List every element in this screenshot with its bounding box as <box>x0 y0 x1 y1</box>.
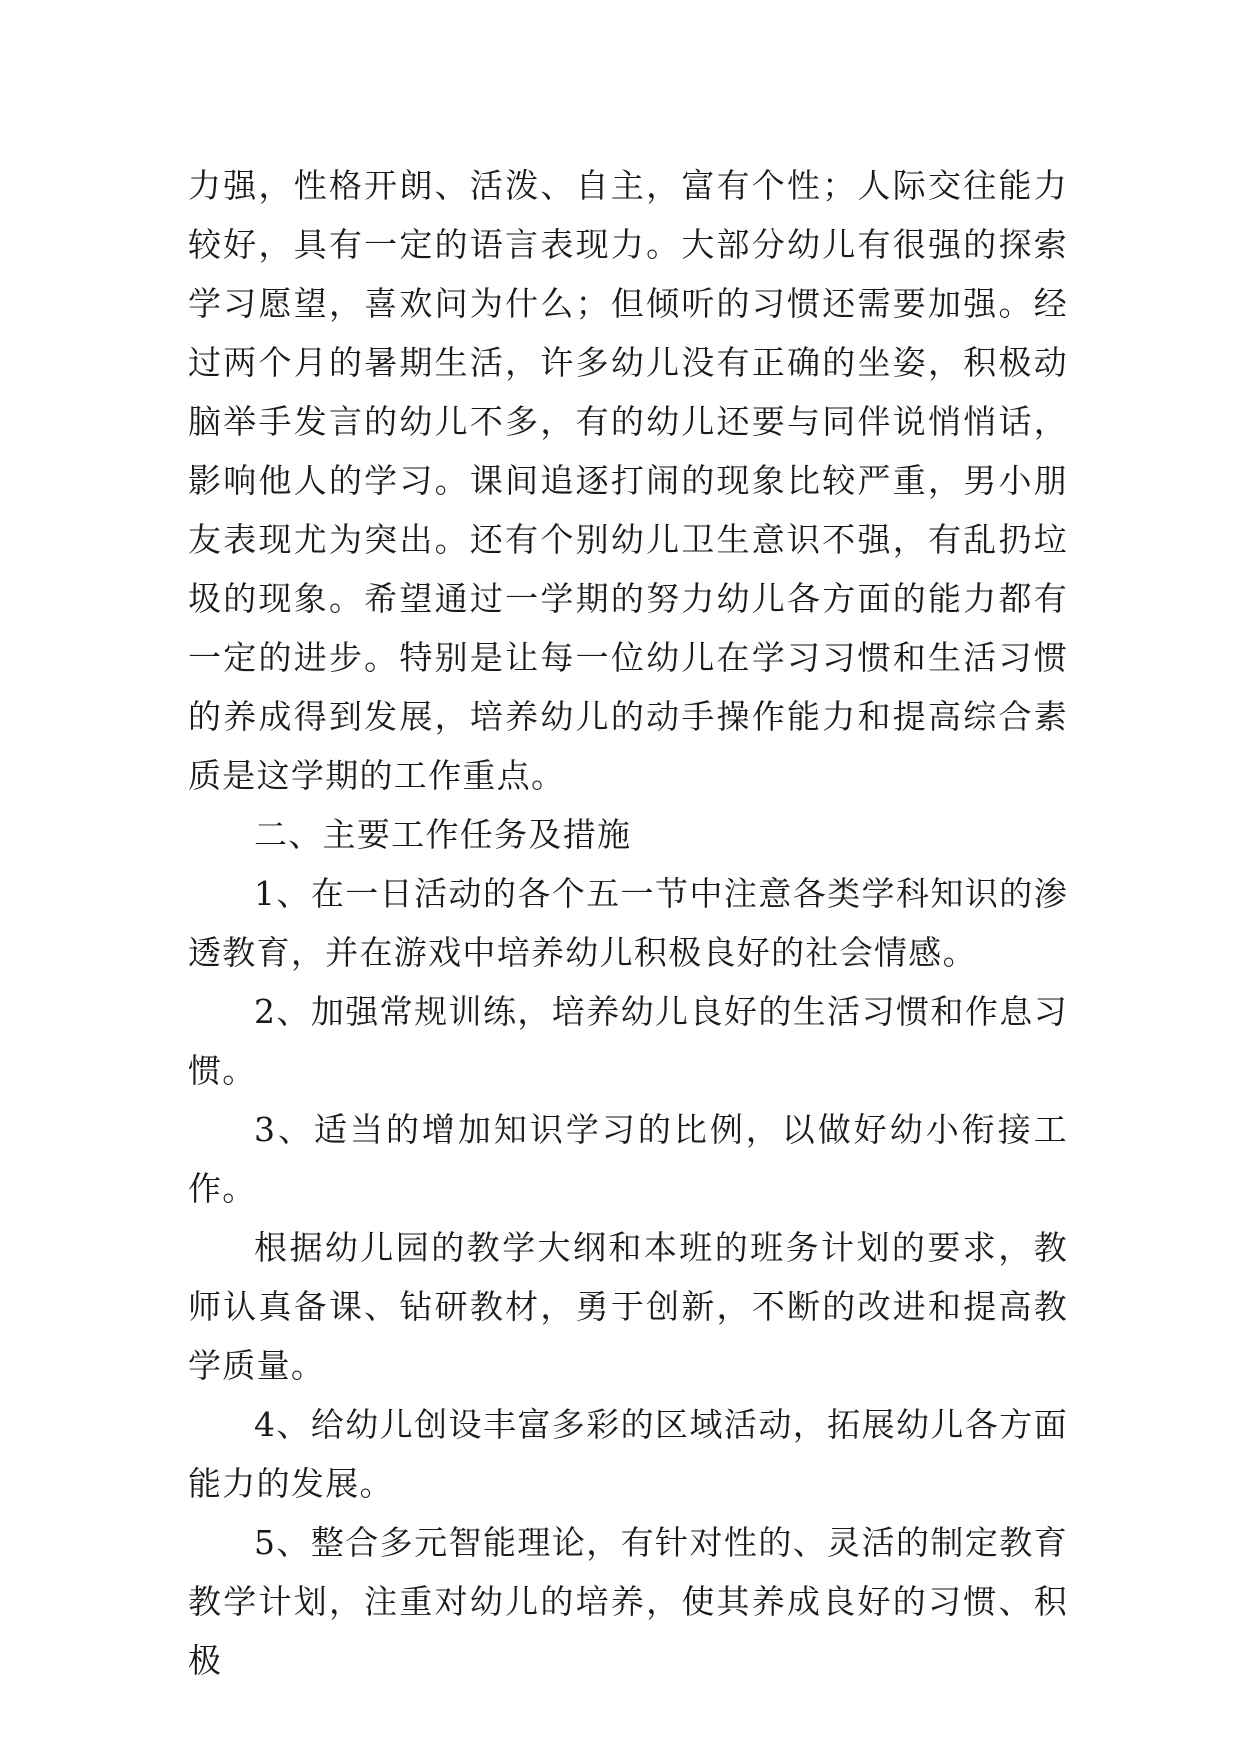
paragraph-item-3: 3、适当的增加知识学习的比例，以做好幼小衔接工作。 <box>188 1110 1068 1208</box>
paragraph-1: 力强，性格开朗、活泼、自主，富有个性；人际交往能力较好，具有一定的语言表现力。大部分幼儿有很强的探索学习愿望，喜欢问为什么；但倾听的习惯还需要加强。经过两个月的暑期生活，许多幼儿没有正确的坐姿，积极动脑举手发言的幼儿不多，有的幼儿还要与同伴说悄悄话，影响他人的学习。课间追逐打闹的现象比较严重，男小朋友表现尤为突出。还有个别幼儿卫生意识不强，有乱扔垃圾的现象。希望通过一学期的努力幼儿各方面的能力都有一定的进步。特别是让每一位幼儿在学习习惯和生活习惯的养成得到发展，培养幼儿的动手操作能力和提高综合素质是这学期的工作重点。 <box>188 166 1068 795</box>
paragraph-item-2: 2、加强常规训练，培养幼儿良好的生活习惯和作息习惯。 <box>188 992 1068 1090</box>
paragraph-item-5: 5、整合多元智能理论，有针对性的、灵活的制定教育教学计划，注重对幼儿的培养，使其养成良好的习惯、积极 <box>188 1523 1068 1680</box>
paragraph-item-4: 4、给幼儿创设丰富多彩的区域活动，拓展幼儿各方面能力的发展。 <box>188 1405 1068 1503</box>
section-heading: 二、主要工作任务及措施 <box>254 815 632 854</box>
paragraph-item-1: 1、在一日活动的各个五一节中注意各类学科知识的渗透教育，并在游戏中培养幼儿积极良好的社会情感。 <box>188 874 1068 972</box>
document-body <box>188 156 1068 1690</box>
paragraph-teaching-plan: 根据幼儿园的教学大纲和本班的班务计划的要求，教师认真备课、钻研教材，勇于创新，不断的改进和提高教学质量。 <box>188 1228 1068 1385</box>
